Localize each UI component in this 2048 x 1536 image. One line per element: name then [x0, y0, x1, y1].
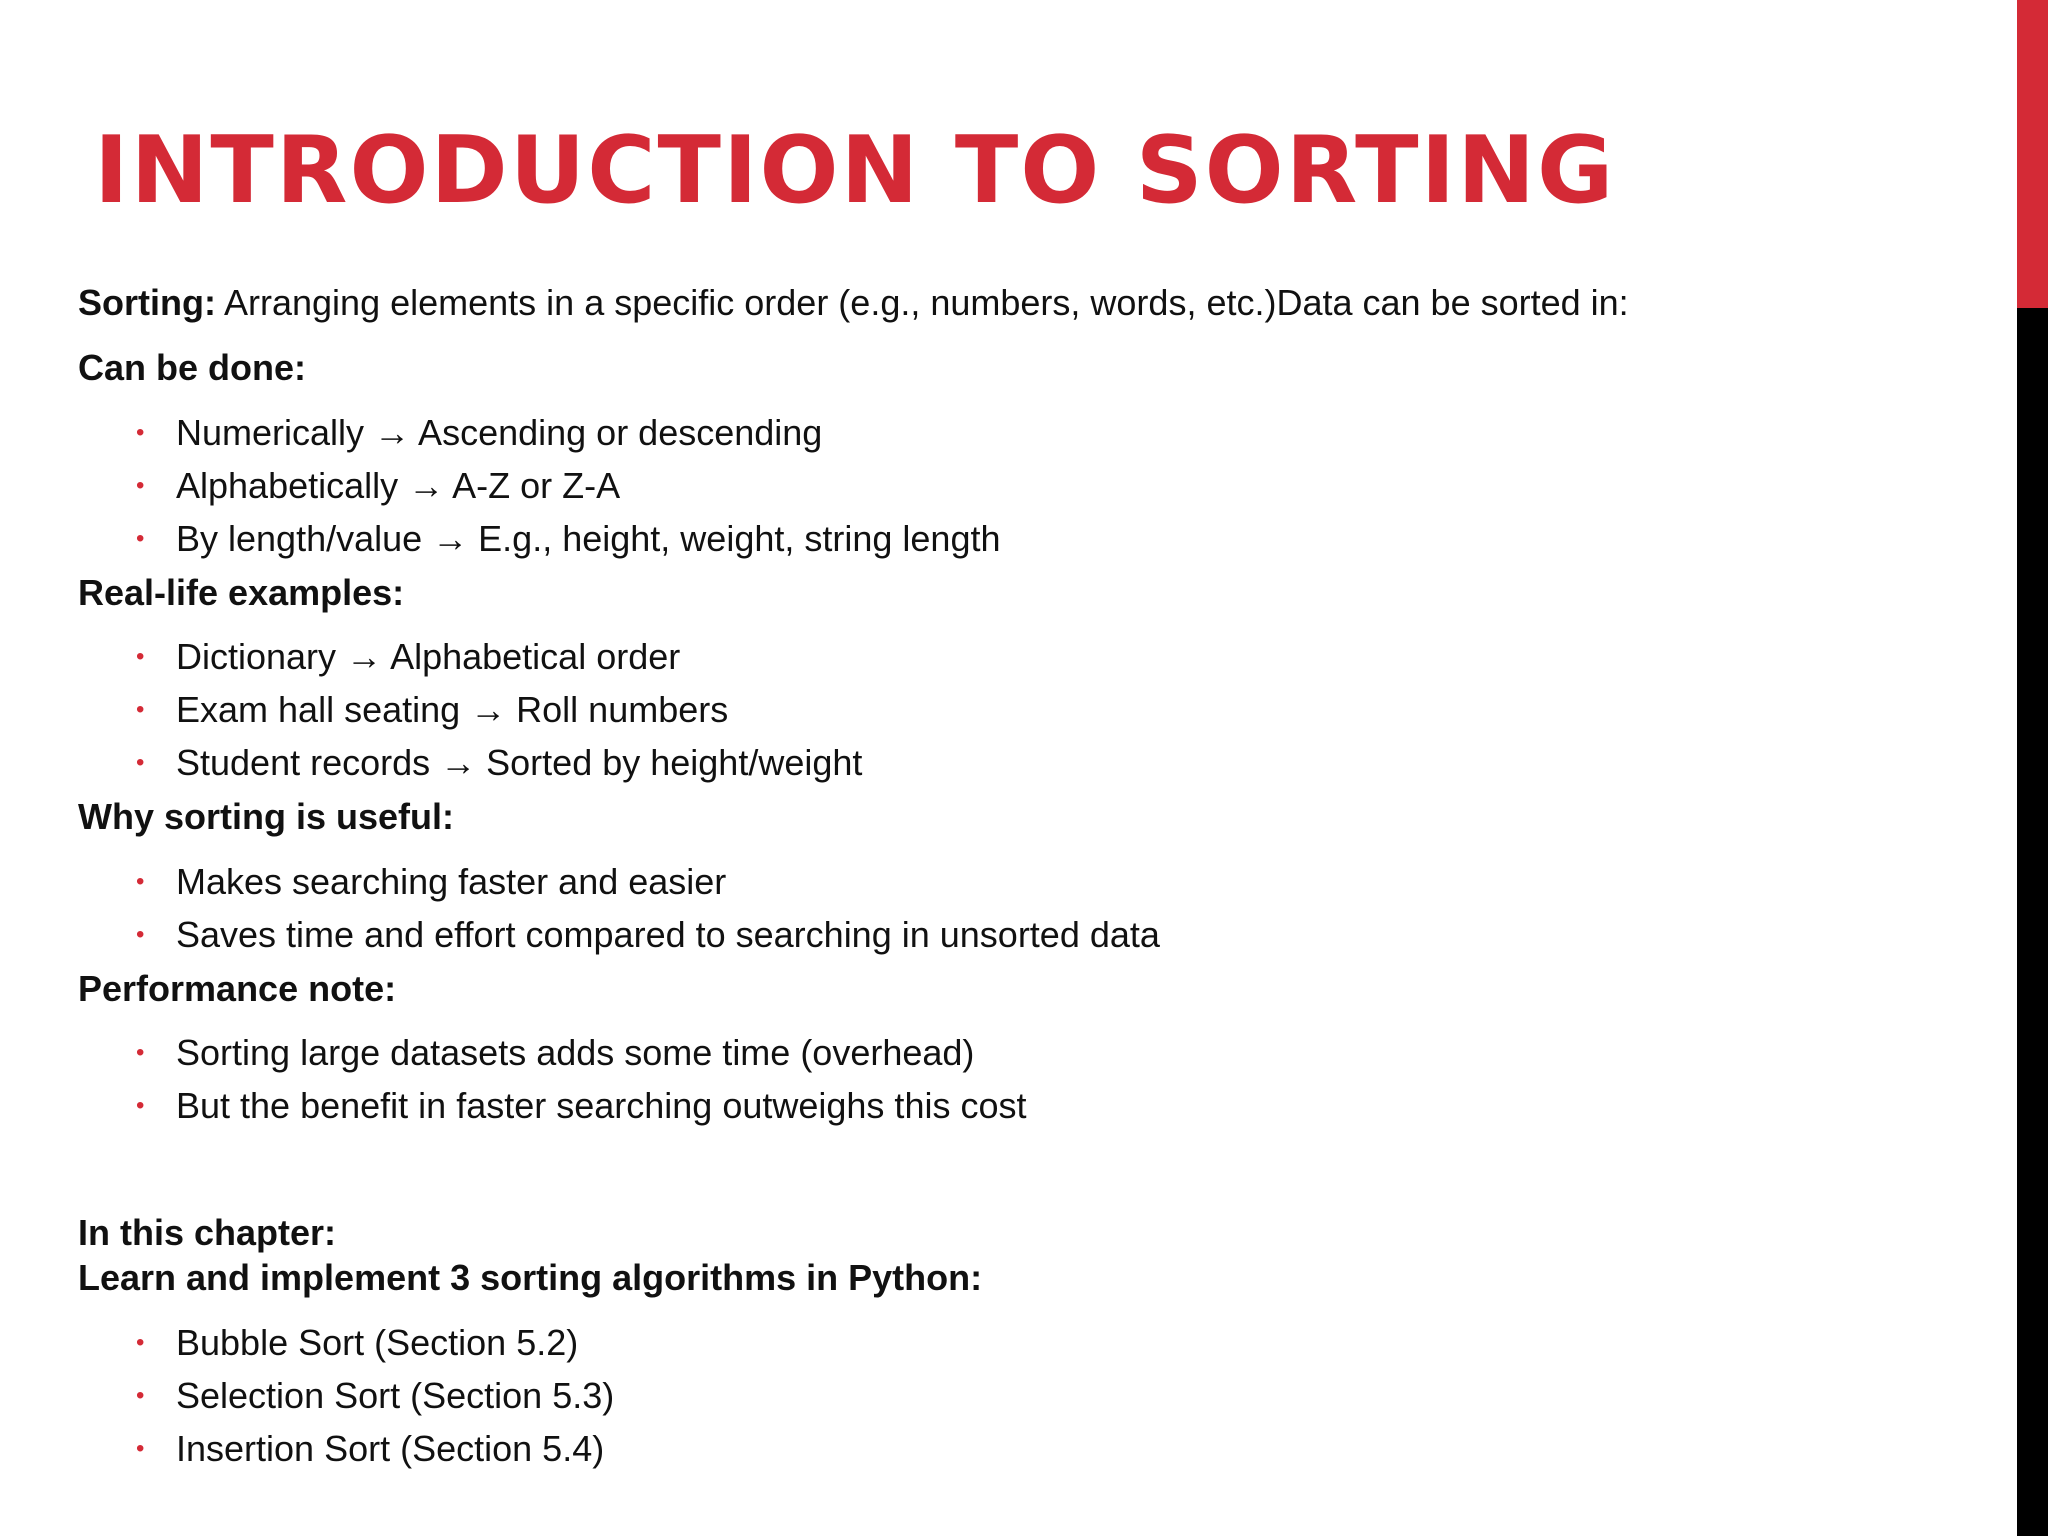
list-item-text: But the benefit in faster searching outweighs this cost — [176, 1085, 1027, 1126]
list-item — [136, 1321, 579, 1365]
list-item — [136, 464, 621, 508]
bullet-icon: • — [136, 525, 145, 552]
chapter-heading: In this chapter: — [78, 1212, 337, 1253]
section-heading: Can be done: — [78, 347, 307, 388]
bullet-icon: • — [136, 868, 145, 895]
list-item-text: Alphabetically → A-Z or Z-A — [176, 465, 621, 506]
intro-label: Sorting: — [78, 282, 216, 323]
list-item — [136, 741, 863, 785]
list-item-text: Makes searching faster and easier — [176, 861, 727, 902]
bullet-icon: • — [136, 419, 145, 446]
list-item — [136, 517, 1001, 561]
list-item — [136, 1031, 975, 1075]
list-item — [136, 411, 823, 455]
side-bar — [2017, 0, 2048, 1536]
list-item-text: Sorting large datasets adds some time (overhead) — [176, 1032, 975, 1073]
list-item — [136, 1427, 605, 1471]
list-item-text: Bubble Sort (Section 5.2) — [176, 1322, 579, 1363]
list-item — [136, 1084, 1027, 1128]
list-item-text: By length/value → E.g., height, weight, string length — [176, 518, 1001, 559]
section-heading: Performance note: — [78, 968, 397, 1009]
list-item-text: Selection Sort (Section 5.3) — [176, 1375, 615, 1416]
bullet-icon: • — [136, 472, 145, 499]
bullet-icon: • — [136, 1039, 145, 1066]
list-item — [136, 635, 681, 679]
list-item-text: Exam hall seating → Roll numbers — [176, 689, 729, 730]
intro-text: Arranging elements in a specific order (e.g., numbers, words, etc.)Data can be sorted in: — [215, 282, 1629, 323]
list-item-text: Student records → Sorted by height/weight — [176, 742, 863, 783]
list-item-text: Saves time and effort compared to searching in unsorted data — [176, 914, 1160, 955]
list-item-text: Insertion Sort (Section 5.4) — [176, 1428, 605, 1469]
bullet-icon: • — [136, 921, 145, 948]
bullet-icon: • — [136, 643, 145, 670]
bullet-icon: • — [136, 1092, 145, 1119]
section-heading: Why sorting is useful: — [78, 796, 455, 837]
list-item-text: Dictionary → Alphabetical order — [176, 636, 681, 677]
bullet-icon: • — [136, 1435, 145, 1462]
list-item-text: Numerically → Ascending or descending — [176, 412, 823, 453]
bullet-icon: • — [136, 696, 145, 723]
chapter-subheading: Learn and implement 3 sorting algorithms in Python: — [78, 1257, 983, 1298]
side-bar-accent — [2017, 0, 2048, 308]
list-item — [136, 860, 727, 904]
bullet-icon: • — [136, 749, 145, 776]
list-item — [136, 913, 1160, 957]
bullet-icon: • — [136, 1382, 145, 1409]
bullet-icon: • — [136, 1329, 145, 1356]
list-item — [136, 1374, 615, 1418]
list-item — [136, 688, 729, 732]
intro-line — [78, 281, 1629, 325]
section-heading: Real-life examples: — [78, 572, 405, 613]
slide-title: INTRODUCTION TO SORTING — [94, 116, 1616, 224]
